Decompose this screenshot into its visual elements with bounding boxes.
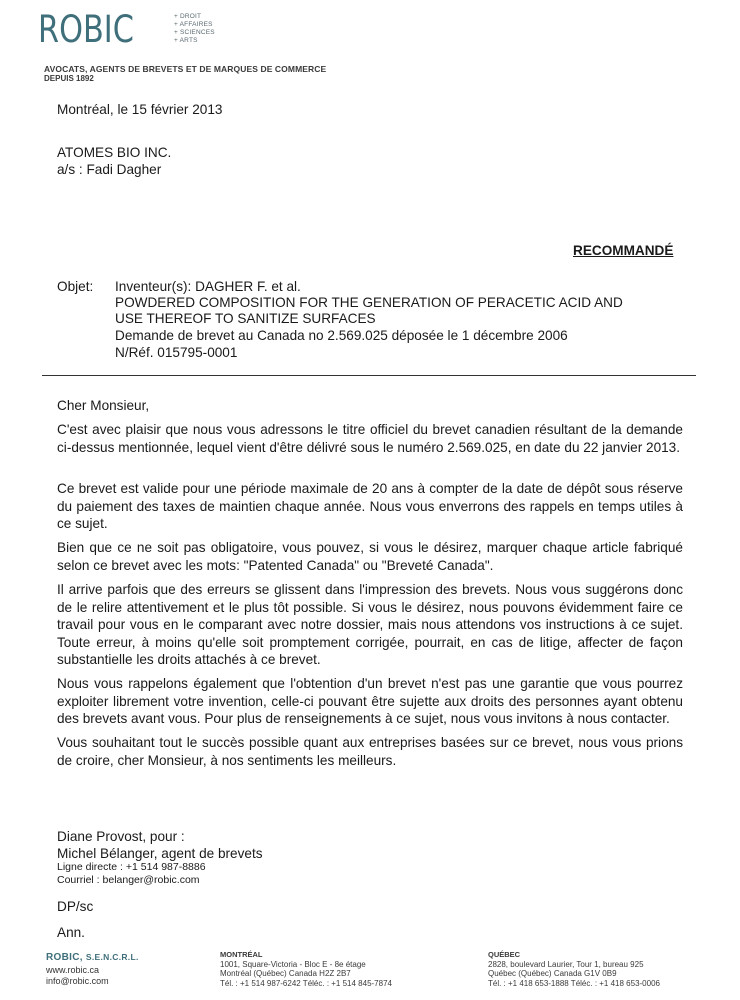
signature-line-1: Diane Provost, pour : — [57, 829, 185, 844]
footer-quebec — [488, 950, 660, 988]
subject-line: USE THEREOF TO SANITIZE SURFACES — [115, 311, 376, 326]
montreal-phones: Tél. : +1 514 987-6242 Téléc. : +1 514 845-7874 — [220, 978, 392, 988]
recipient-attention: a/s : Fadi Dagher — [57, 162, 162, 177]
footer-website[interactable]: www.robic.ca — [46, 965, 100, 975]
logo-tagline — [174, 13, 215, 45]
footer-email[interactable]: info@robic.com — [46, 976, 109, 986]
montreal-address-2: Montréal (Québec) Canada H2Z 2B7 — [220, 969, 351, 979]
signature-name: Michel Bélanger, agent de brevets — [57, 846, 263, 861]
initials: DP/sc — [57, 899, 94, 914]
firm-since: DEPUIS 1892 — [44, 74, 94, 83]
robic-logo: ROBIC — [38, 8, 134, 51]
body-paragraph: Ce brevet est valide pour une période maximale de 20 ans à compter de la date de dépôt sous réserve du paiement des taxes de maintien chaque année. Nous vous enverrons des rappels en temps utiles à ce sujet. — [57, 481, 683, 531]
subject-label: Objet: — [57, 279, 94, 294]
body-paragraph: Vous souhaitant tout le succès possible quant aux entreprises basées sur ce brevet, nous vous prions de croire, cher Monsieur, à nos sentiments les meilleurs. — [57, 735, 683, 768]
direct-line: Ligne directe : +1 514 987-8886 — [57, 861, 206, 873]
montreal-heading: MONTRÉAL — [220, 950, 263, 959]
quebec-address-2: Québec (Québec) Canada G1V 0B9 — [488, 969, 617, 979]
salutation: Cher Monsieur, — [57, 398, 150, 413]
subject-line: N/Réf. 015795-0001 — [115, 345, 238, 360]
quebec-phones: Tél. : +1 418 653-1888 Téléc. : +1 418 653-0006 — [488, 978, 660, 988]
body-paragraph: Bien que ce ne soit pas obligatoire, vous pouvez, si vous le désirez, marquer chaque article fabriqué selon ce brevet avec les mots: "Patented Canada" ou "Breveté Canada". — [57, 540, 683, 573]
montreal-address-1: 1001, Square-Victoria - Bloc E - 8e étage — [220, 959, 366, 969]
subject-line: Demande de brevet au Canada no 2.569.025 déposée le 1 décembre 2006 — [115, 328, 568, 343]
tagline-item: + AFFAIRES — [174, 21, 213, 28]
subject-line: POWDERED COMPOSITION FOR THE GENERATION OF PERACETIC ACID AND — [115, 295, 623, 310]
footer-firm-name: ROBIC, — [46, 952, 83, 963]
body-paragraph: Nous vous rappelons également que l'obtention d'un brevet n'est pas une garantie que vous pourrez exploiter librement votre invention, celle-ci pouvant être sujette aux droits des personnes ayant obtenu des brevets avant vous. Pour plus de renseignements à ce sujet, nous vous invitons à nous contacter. — [57, 676, 683, 726]
tagline-item: + SCIENCES — [174, 29, 215, 36]
signature-email[interactable]: Courriel : belanger@robic.com — [57, 874, 200, 886]
footer-montreal — [220, 950, 392, 988]
subject-line: Inventeur(s): DAGHER F. et al. — [115, 279, 301, 294]
separator-rule — [42, 375, 696, 376]
body-paragraph: Il arrive parfois que des erreurs se glissent dans l'impression des brevets. Nous vous suggérons donc de le relire attentivement et le plus tôt possible. Si vous le désirez, nous pouvons évidemment faire ce travail pour vous en le comparant avec notre dossier, mais nous attendons vos instructions à ce sujet. Toute erreur, à moins qu'elle soit promptement corrigée, pourrait, en cas de litige, affecter de façon substantielle les droits attachés à ce brevet. — [57, 582, 683, 667]
footer-firm — [46, 952, 139, 963]
enclosure: Ann. — [57, 925, 85, 940]
letter-date: Montréal, le 15 février 2013 — [57, 102, 223, 117]
body-paragraph: C'est avec plaisir que nous vous adressons le titre officiel du brevet canadien résultant de la demande ci-dessus mentionnée, lequel vient d'être délivré sous le numéro 2.569.025, en date du 22 janvier 2013. — [57, 422, 683, 455]
recipient-company: ATOMES BIO INC. — [57, 145, 172, 160]
registered-mention: RECOMMANDÉ — [573, 243, 674, 258]
footer-firm-suffix: S.E.N.C.R.L. — [85, 952, 139, 962]
quebec-address-1: 2828, boulevard Laurier, Tour 1, bureau 925 — [488, 959, 644, 969]
firm-description: AVOCATS, AGENTS DE BREVETS ET DE MARQUES DE COMMERCE — [44, 64, 327, 74]
tagline-item: + ARTS — [174, 37, 198, 44]
quebec-heading: QUÉBEC — [488, 950, 521, 959]
tagline-item: + DROIT — [174, 13, 202, 20]
